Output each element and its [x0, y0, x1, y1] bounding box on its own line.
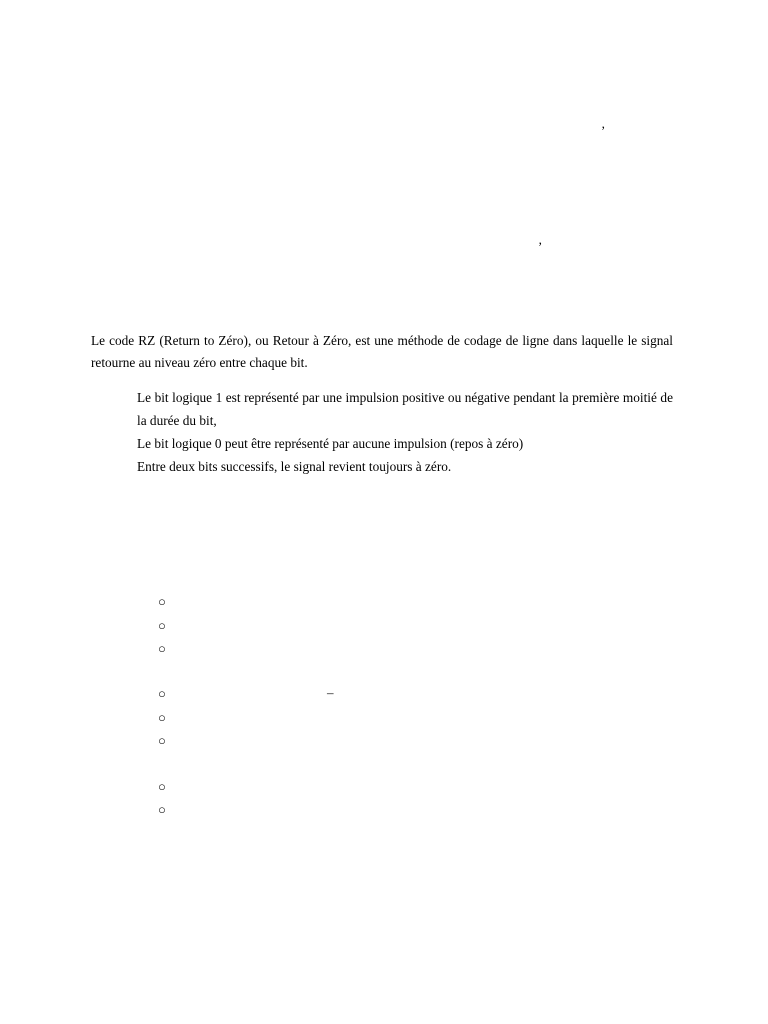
rz-rules-list [137, 386, 673, 478]
stray-apostrophe-mid: ’ [538, 239, 543, 254]
bullet-marker: ○ [158, 641, 166, 656]
rule-bit-1: Le bit logique 1 est représenté par une impulsion positive ou négative pendant la première moitié de la durée du bit, [137, 390, 673, 428]
bullet-marker: ○ [158, 618, 166, 633]
bullet-marker: ○ [158, 594, 166, 609]
rule-return-to-zero: Entre deux bits successifs, le signal revient toujours à zéro. [137, 459, 452, 474]
bullet-marker: ○ [158, 710, 166, 725]
rule-bit-0: Le bit logique 0 peut être représenté par aucune impulsion (repos à zéro) [137, 436, 524, 451]
bullet-marker: ○ [158, 733, 166, 748]
intro-paragraph: Le code RZ (Return to Zéro), ou Retour à Zéro, est une méthode de codage de ligne dans laquelle le signal retourne au niveau zéro entre chaque bit. [91, 333, 673, 370]
bullet-marker: ○ [158, 779, 166, 794]
bullet-marker: ○ [158, 802, 166, 817]
bullet-marker: ○ [158, 686, 166, 701]
stray-apostrophe-top: ’ [601, 123, 606, 138]
dash-mark: – [327, 685, 334, 700]
